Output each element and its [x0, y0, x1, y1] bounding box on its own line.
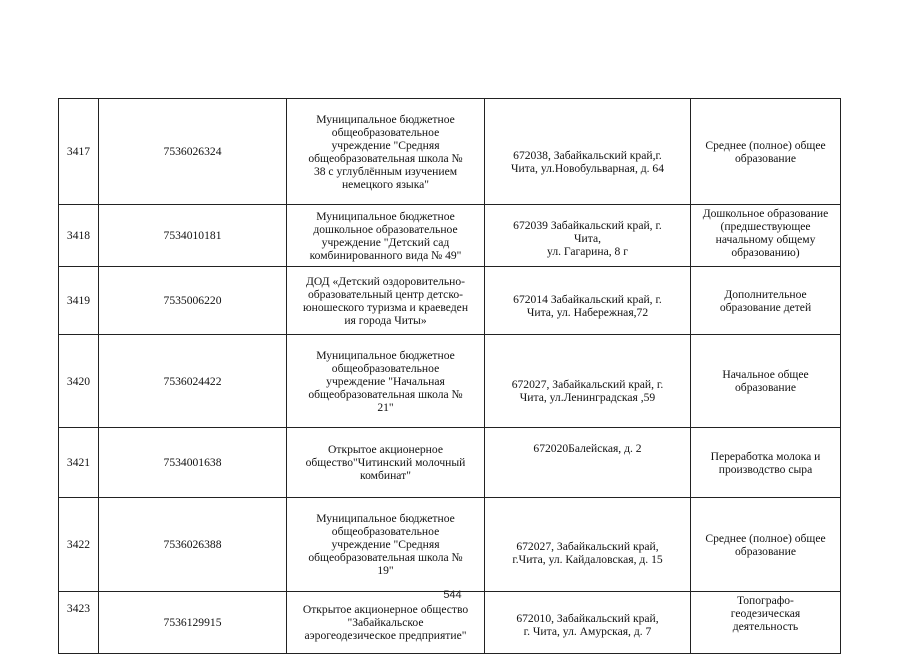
address-cell: 672010, Забайкальский край, г. Чита, ул. Амурская, д. 7: [485, 592, 691, 654]
activity-cell: Топографо- геодезическая деятельность: [691, 592, 841, 654]
inn-cell: 7536026324: [99, 99, 287, 205]
table-row: [59, 267, 841, 335]
table-row: [59, 205, 841, 267]
activity-cell: Дошкольное образование (предшествующее начальному общему образованию): [691, 205, 841, 267]
organization-name-cell: Муниципальное бюджетное общеобразовательное учреждение "Средняя общеобразовательная школа № 38 с углублённым изучением немецкого языка": [287, 99, 485, 205]
row-number: 3421: [59, 428, 99, 498]
activity-cell: Переработка молока и производство сыра: [691, 428, 841, 498]
row-number: 3417: [59, 99, 99, 205]
row-number: 3418: [59, 205, 99, 267]
organization-name-cell: Открытое акционерное общество"Читинский молочный комбинат": [287, 428, 485, 498]
address-cell: 672039 Забайкальский край, г. Чита, ул. Гагарина, 8 г: [485, 205, 691, 267]
row-number: 3422: [59, 498, 99, 592]
organization-name-cell: Открытое акционерное общество "Забайкальское аэрогеодезическое предприятие": [287, 592, 485, 654]
row-number: 3420: [59, 335, 99, 428]
inn-cell: 7536026388: [99, 498, 287, 592]
registry-table: [58, 98, 841, 654]
inn-cell: 7536129915: [99, 592, 287, 654]
inn-cell: 7535006220: [99, 267, 287, 335]
organization-name-cell: Муниципальное бюджетное дошкольное образовательное учреждение "Детский сад комбинированного вида № 49": [287, 205, 485, 267]
table-row: [59, 428, 841, 498]
activity-cell: Среднее (полное) общее образование: [691, 498, 841, 592]
address-cell: 672014 Забайкальский край, г. Чита, ул. Набережная,72: [485, 267, 691, 335]
page-number: 544: [443, 589, 462, 601]
table-row: [59, 335, 841, 428]
inn-cell: 7534001638: [99, 428, 287, 498]
address-cell: 672038, Забайкальский край,г. Чита, ул.Новобульварная, д. 64: [485, 99, 691, 205]
table-row: [59, 498, 841, 592]
address-cell: 672027, Забайкальский край, г. Чита, ул.Ленинградская ,59: [485, 335, 691, 428]
organization-name-cell: Муниципальное бюджетное общеобразовательное учреждение "Средняя общеобразовательная школа № 19": [287, 498, 485, 592]
organization-name-cell: Муниципальное бюджетное общеобразовательное учреждение "Начальная общеобразовательная школа № 21": [287, 335, 485, 428]
address-cell: 672027, Забайкальский край, г.Чита, ул. Кайдаловская, д. 15: [485, 498, 691, 592]
address-cell: 672020Балейская, д. 2: [485, 428, 691, 498]
inn-cell: 7534010181: [99, 205, 287, 267]
activity-cell: Начальное общее образование: [691, 335, 841, 428]
activity-cell: Дополнительное образование детей: [691, 267, 841, 335]
activity-cell: Среднее (полное) общее образование: [691, 99, 841, 205]
organization-name-cell: ДОД «Детский оздоровительно- образовательный центр детско- юношеского туризма и краеведен ия города Читы»: [287, 267, 485, 335]
row-number: 3419: [59, 267, 99, 335]
inn-cell: 7536024422: [99, 335, 287, 428]
table-row: [59, 99, 841, 205]
row-number: 3423: [59, 592, 99, 654]
